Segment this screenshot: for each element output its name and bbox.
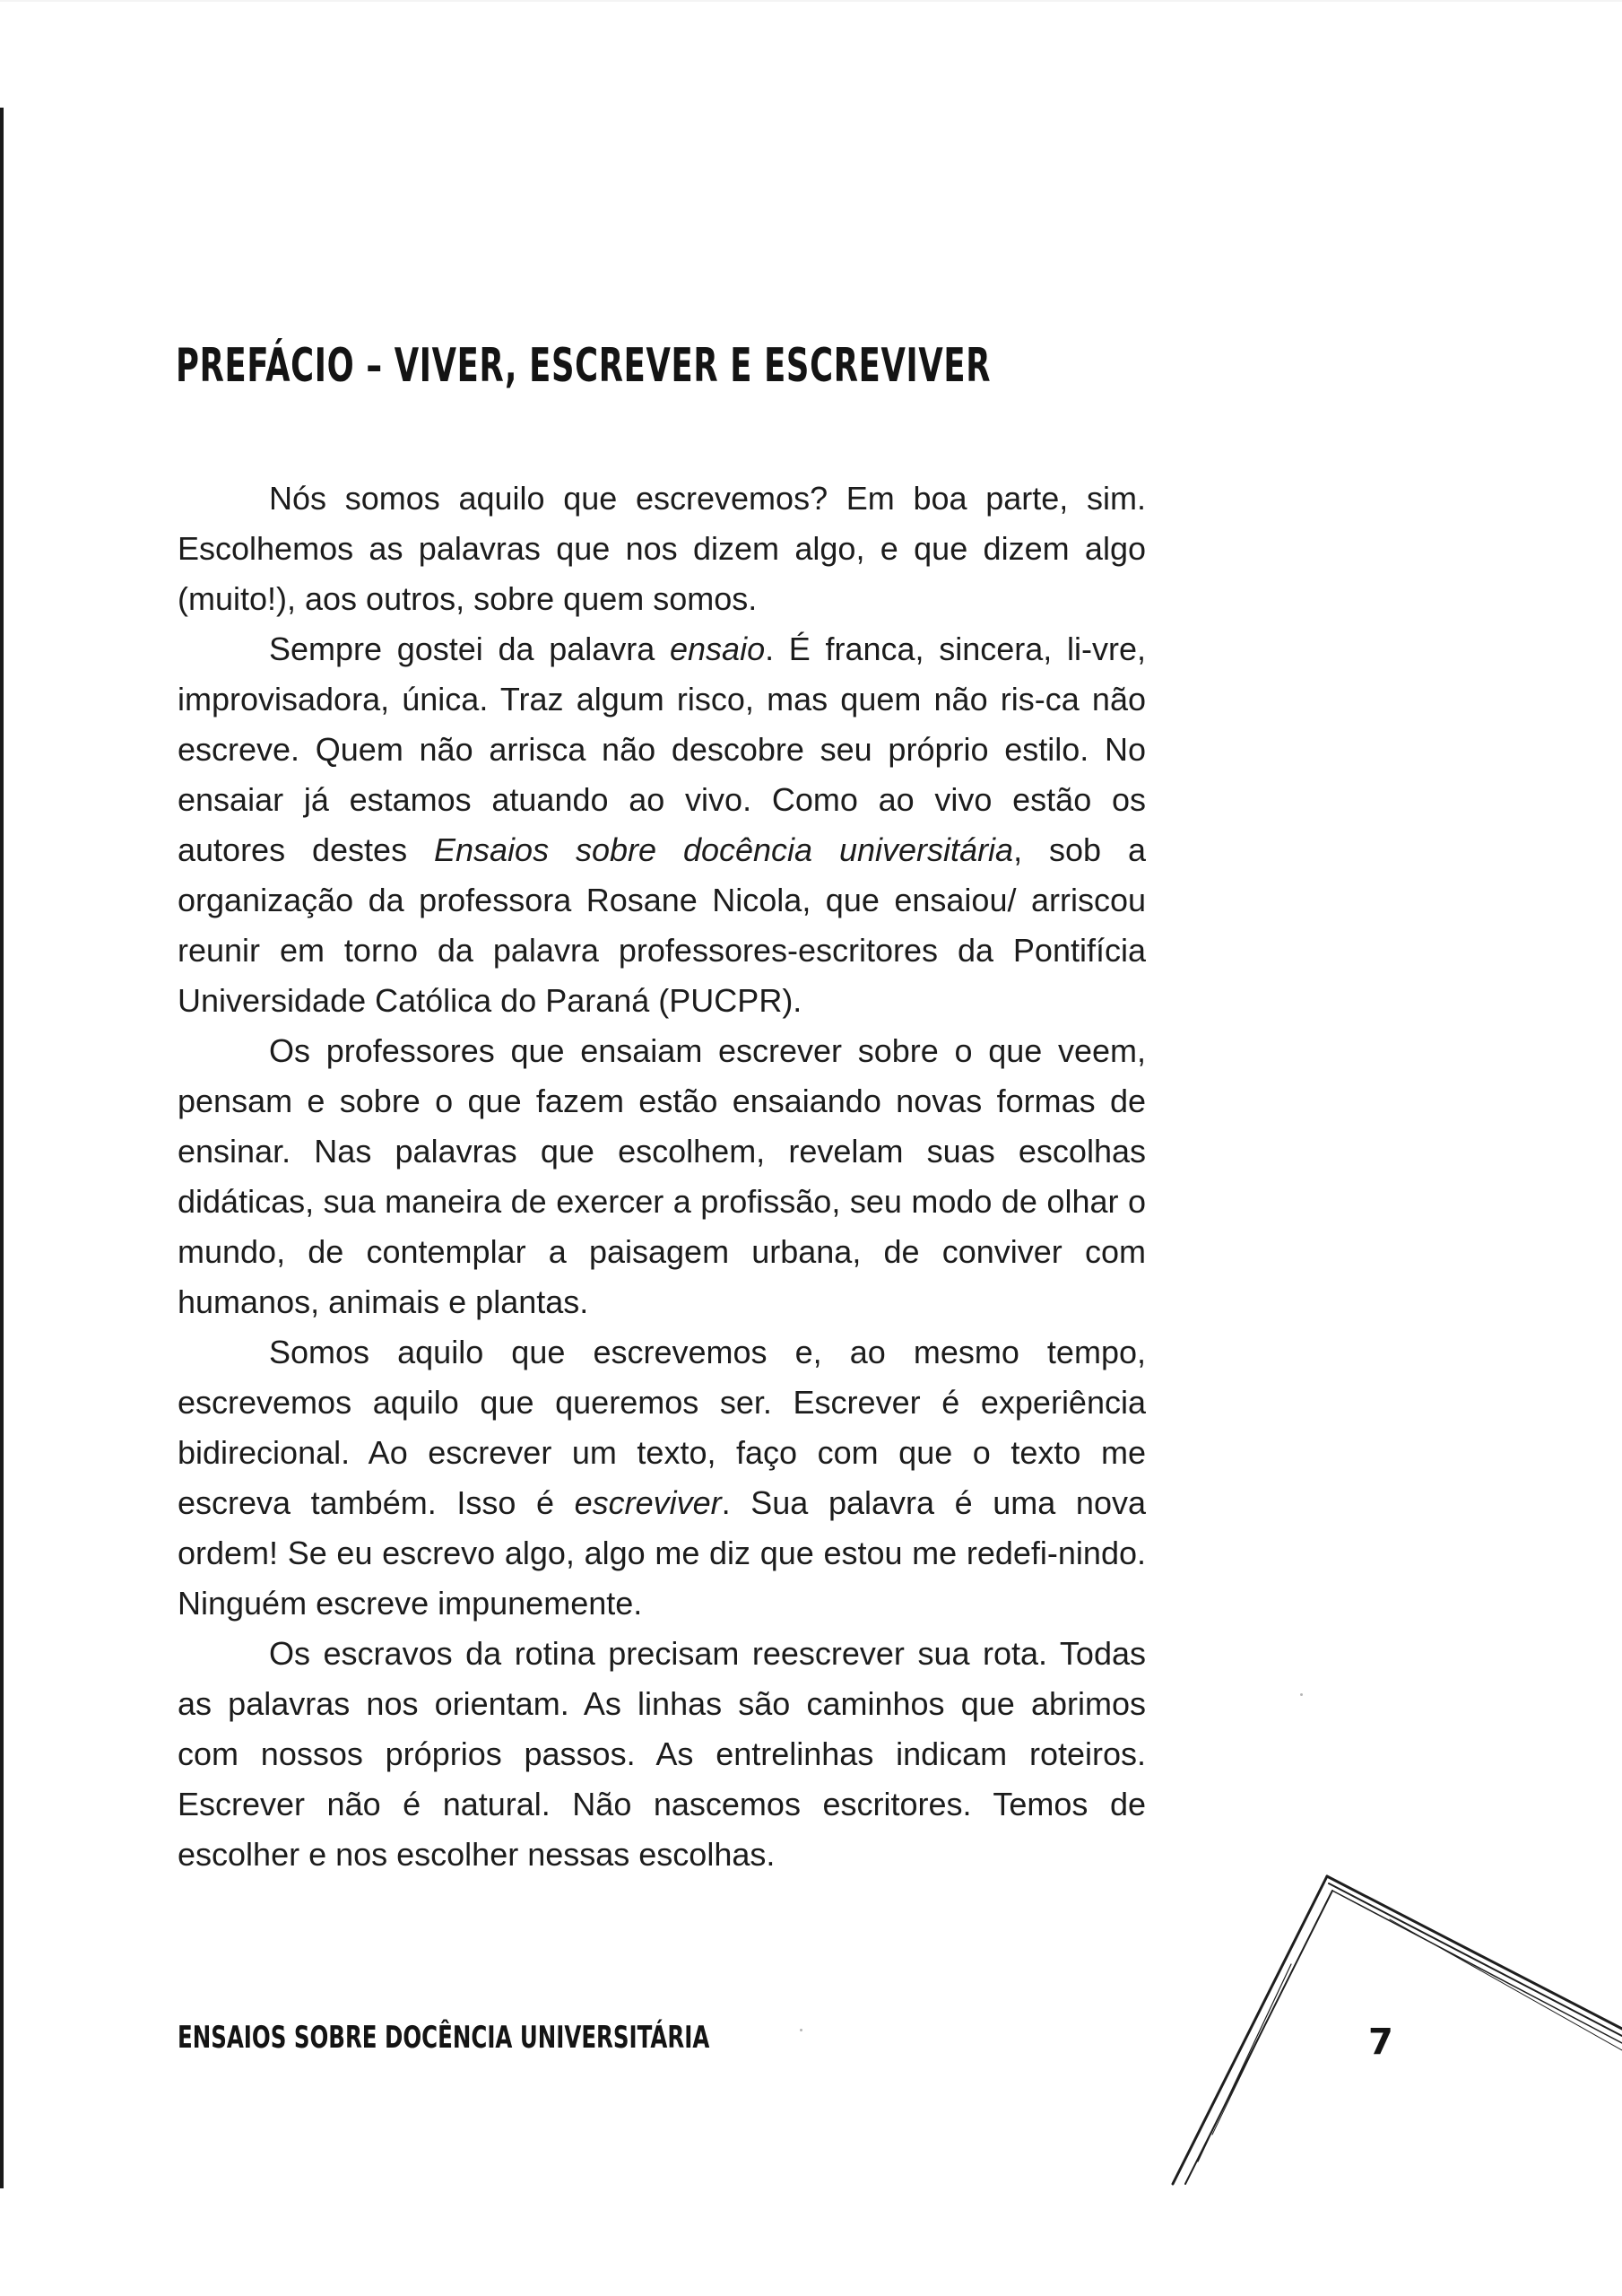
paragraph-3-text: Os professores que ensaiam escrever sobre o que veem, pensam e sobre o que fazem estão ensaiando novas formas de ensinar. Nas palavras que escolhem, revelam suas escolhas didáticas, sua maneira de exercer a profissão, seu modo de olhar o mundo, de contemplar a paisagem urbana, de conviver com humanos, animais e plantas. [178,1032,1146,1320]
paragraph-5-text: Os escravos da rotina precisam reescrever sua rota. Todas as palavras nos orientam. As linhas são caminhos que abrimos com nossos próprios passos. As entrelinhas indicam roteiros. Escrever não é natural. Não nascemos escritores. Temos de escolher e nos escolher nessas escolhas. [178,1635,1146,1873]
diagonal-lines-ornament [1157,1866,1622,2188]
scan-speck [800,2029,802,2031]
ornament-line-left-4 [1212,2027,1264,2135]
paragraph-4 [178,1327,1146,1629]
ornament-lines [1173,1876,1622,2184]
scan-top-edge [0,0,1622,2]
ornament-line-top-3 [1332,1891,1622,2043]
paragraph-2-emphasis-ensaio: ensaio [670,631,766,667]
scan-speck [1300,1693,1303,1696]
ornament-line-left-3 [1198,1964,1291,2161]
ornament-line-top-2 [1329,1883,1622,2036]
paragraph-2-emphasis-book-title: Ensaios sobre docência universitária [434,831,1014,868]
paragraph-4-emphasis-escreviver: escreviver [574,1484,722,1521]
ornament-line-left-1 [1173,1876,1327,2184]
paragraph-3 [178,1026,1146,1327]
body-text [178,474,1146,1880]
paragraph-5 [178,1629,1146,1880]
paragraph-4-lead: Somos aquilo que escrevemos e, ao mesmo tempo, escrevemos aquilo que queremos ser. Escrever é experiência bidirecional. Ao escrever um texto, faço com que o texto me escreva também. Isso é [178,1334,1146,1521]
ornament-line-top-1 [1327,1876,1622,2029]
chapter-title: PREFÁCIO – VIVER, ESCREVER E ESCREVIVER [176,339,992,393]
paragraph-2-mid: . É franca, sincera, li-vre, improvisadora, única. Traz algum risco, mas quem não ris-ca não escreve. Quem não arrisca não descobre seu próprio estilo. No ensaiar já estamos atuando ao vivo. Como ao vivo estão os autores destes [178,631,1146,868]
paragraph-1-text: Nós somos aquilo que escrevemos? Em boa parte, sim. Escolhemos as palavras que nos dizem algo, e que dizem algo (muito!), aos outros, sobre quem somos. [178,480,1146,617]
paragraph-4-tail: . Sua palavra é uma nova ordem! Se eu escrevo algo, algo me diz que estou me redefi-nindo. Ninguém escreve impunemente. [178,1484,1146,1622]
paragraph-2-tail: , sob a organização da professora Rosane Nicola, que ensaiou/ arriscou reunir em torno da palavra professores-escritores da Pontifícia Universidade Católica do Paraná (PUCPR). [178,831,1146,1019]
paragraph-1 [178,474,1146,624]
paragraph-2-lead: Sempre gostei da palavra [269,631,670,667]
footer-book-title: ENSAIOS SOBRE DOCÊNCIA UNIVERSITÁRIA [178,2020,710,2056]
scan-left-edge [0,108,4,2188]
paragraph-2 [178,624,1146,1026]
ornament-line-top-4 [1390,1919,1622,2050]
page-number: 7 [1368,2022,1393,2063]
